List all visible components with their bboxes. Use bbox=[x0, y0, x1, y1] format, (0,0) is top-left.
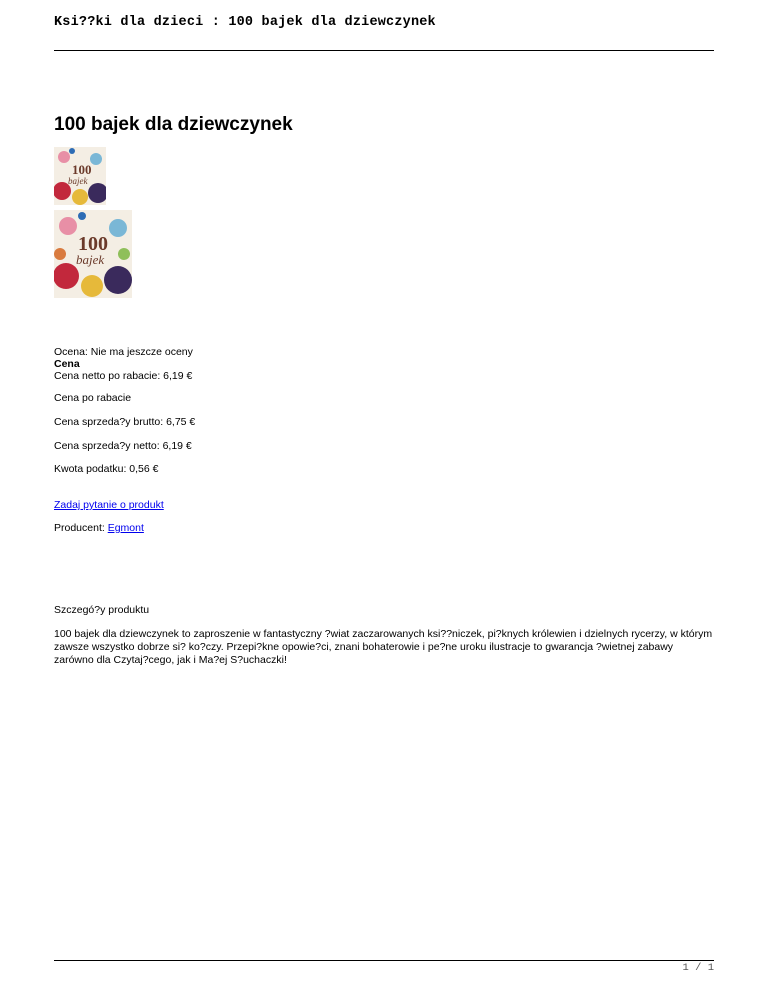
price-heading: Cena bbox=[54, 358, 80, 370]
cover-word-text: bajek bbox=[76, 252, 105, 267]
producer-link[interactable]: Egmont bbox=[107, 522, 144, 534]
tax-amount: Kwota podatku: 0,56 € bbox=[54, 463, 159, 475]
product-title: 100 bajek dla dziewczynek bbox=[54, 114, 293, 135]
product-image[interactable] bbox=[54, 210, 132, 298]
ask-question-link[interactable]: Zadaj pytanie o produkt bbox=[54, 499, 164, 511]
product-description: 100 bajek dla dziewczynek to zaproszenie w fantastyczny ?wiat zaczarowanych ksi??niczek, pi?knych królewien i dzielnych rycerzy, w którym zawsze wszystko dobrze si? ko?czy. Przepi?kne opowie?ci, znani bohaterowie i pe?ne uroku ilustracje to gwarancja ?wietnej zabawy zarówno dla Czytaj?cego, jak i Ma?ej S?uchaczki! bbox=[54, 628, 713, 666]
book-cover-image bbox=[54, 147, 106, 205]
cover-number-text: 100 bbox=[78, 233, 108, 255]
gross-price: Cena sprzeda?y brutto: 6,75 € bbox=[54, 416, 196, 428]
cover-number-text: 100 bbox=[72, 162, 92, 177]
producer-label: Producent: bbox=[54, 522, 108, 534]
ask-question-row bbox=[54, 499, 164, 511]
cover-word-text: bajek bbox=[68, 176, 88, 186]
details-heading: Szczegó?y produktu bbox=[54, 604, 150, 616]
net-price: Cena sprzeda?y netto: 6,19 € bbox=[54, 440, 192, 452]
footer-divider bbox=[54, 960, 714, 961]
rating-text: Ocena: Nie ma jeszcze oceny bbox=[54, 346, 193, 358]
header-divider bbox=[54, 50, 714, 51]
price-after-discount-label: Cena po rabacie bbox=[54, 392, 132, 404]
producer-row bbox=[54, 522, 144, 534]
product-thumbnail[interactable] bbox=[54, 147, 106, 205]
page-number: 1 / 1 bbox=[682, 962, 714, 974]
page-header-title: Ksi??ki dla dzieci : 100 bajek dla dziewczynek bbox=[54, 15, 436, 30]
net-price-after-discount: Cena netto po rabacie: 6,19 € bbox=[54, 370, 193, 382]
book-cover-image bbox=[54, 210, 132, 298]
